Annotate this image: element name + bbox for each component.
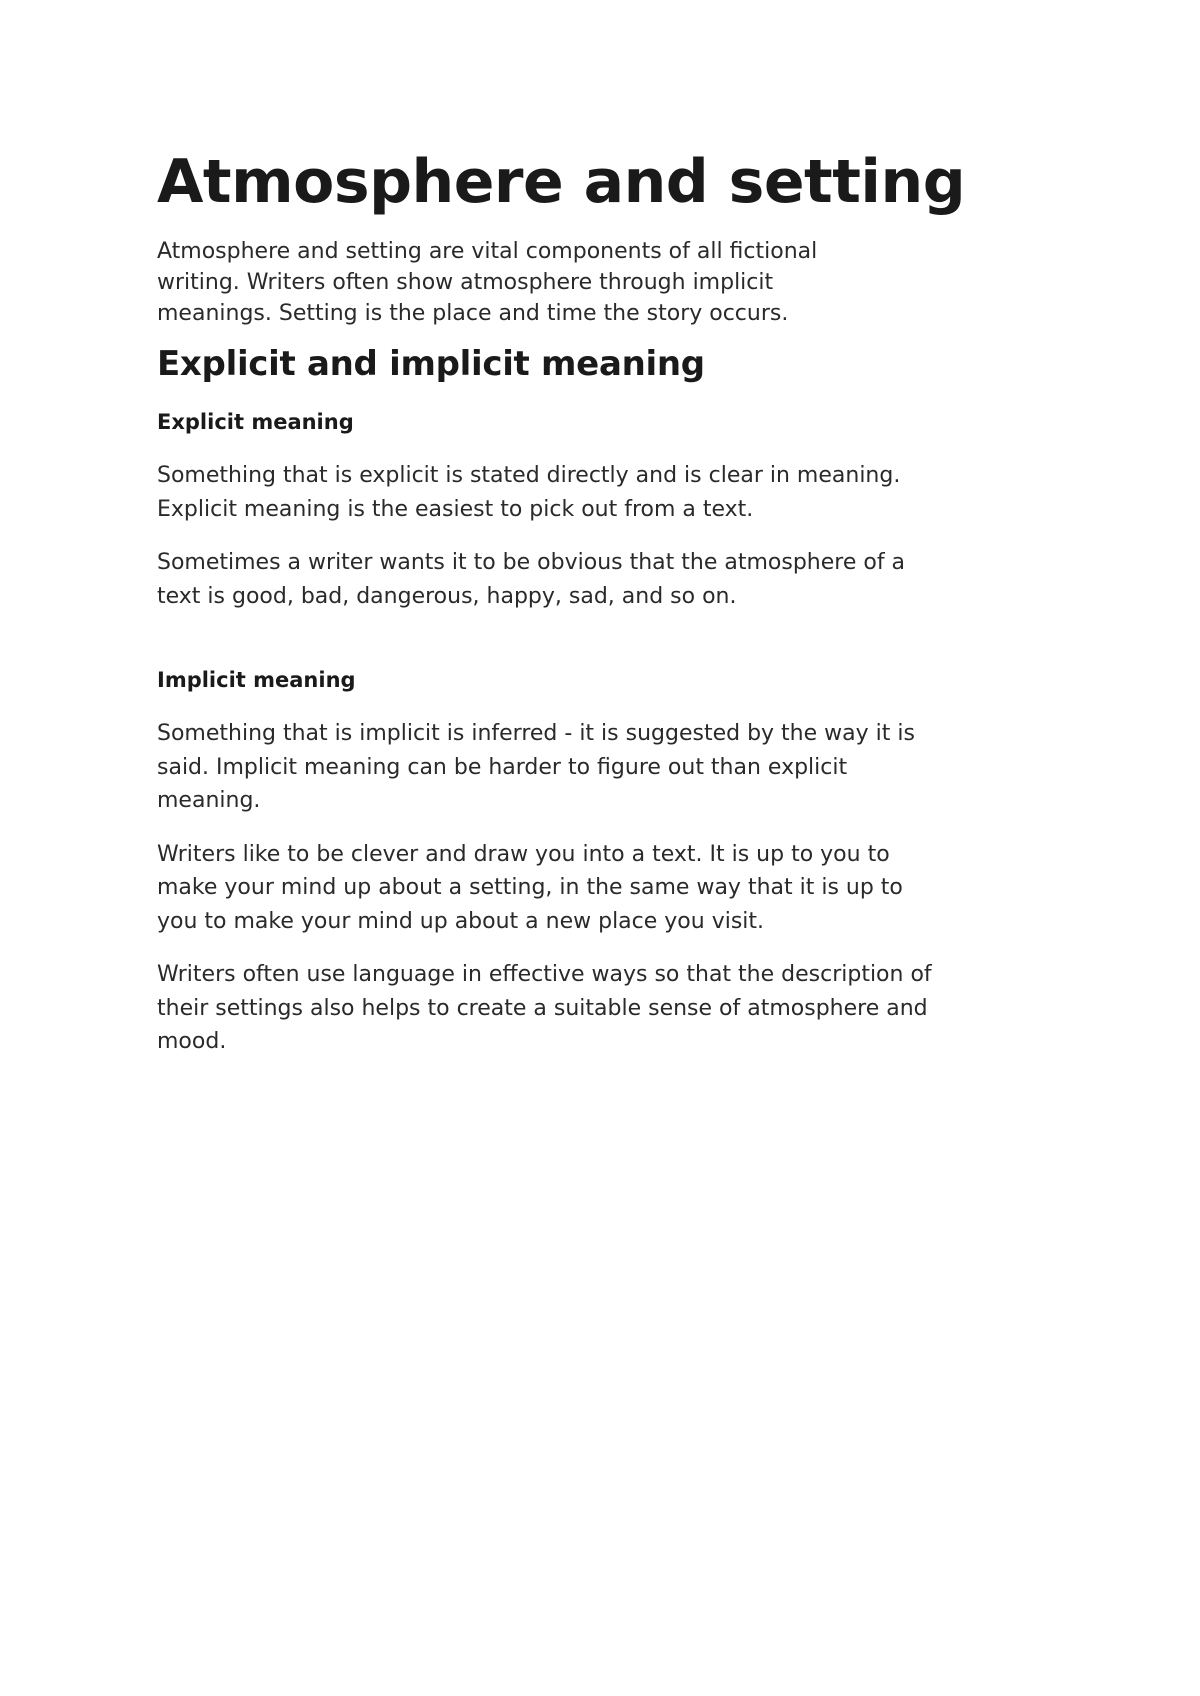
explicit-meaning-heading: Explicit meaning [157, 410, 354, 434]
implicit-meaning-heading: Implicit meaning [157, 668, 356, 692]
implicit-paragraph-3: Writers often use language in effective ways so that the description of their settings also helps to create a suitable sense of atmosphere and mood. [157, 962, 932, 1054]
page-title: Atmosphere and setting [157, 147, 966, 217]
intro-paragraph: Atmosphere and setting are vital components of all fictional writing. Writers often show atmosphere through implicit meanings. Setting is the place and time the story occurs. [157, 239, 818, 326]
explicit-paragraph-1: Something that is explicit is stated directly and is clear in meaning. Explicit meaning is the easiest to pick out from a text. [157, 463, 901, 522]
section-heading: Explicit and implicit meaning [157, 344, 705, 384]
implicit-paragraph-2: Writers like to be clever and draw you into a text. It is up to you to make your mind up about a setting, in the same way that it is up to you to make your mind up about a new place you visit. [157, 841, 903, 934]
explicit-paragraph-2: Sometimes a writer wants it to be obvious that the atmosphere of a text is good, bad, dangerous, happy, sad, and so on. [157, 550, 906, 609]
implicit-paragraph-1: Something that is implicit is inferred - it is suggested by the way it is said. Implicit meaning can be harder to figure out than explicit meaning. [157, 721, 915, 813]
document-page [157, 140, 966, 1059]
